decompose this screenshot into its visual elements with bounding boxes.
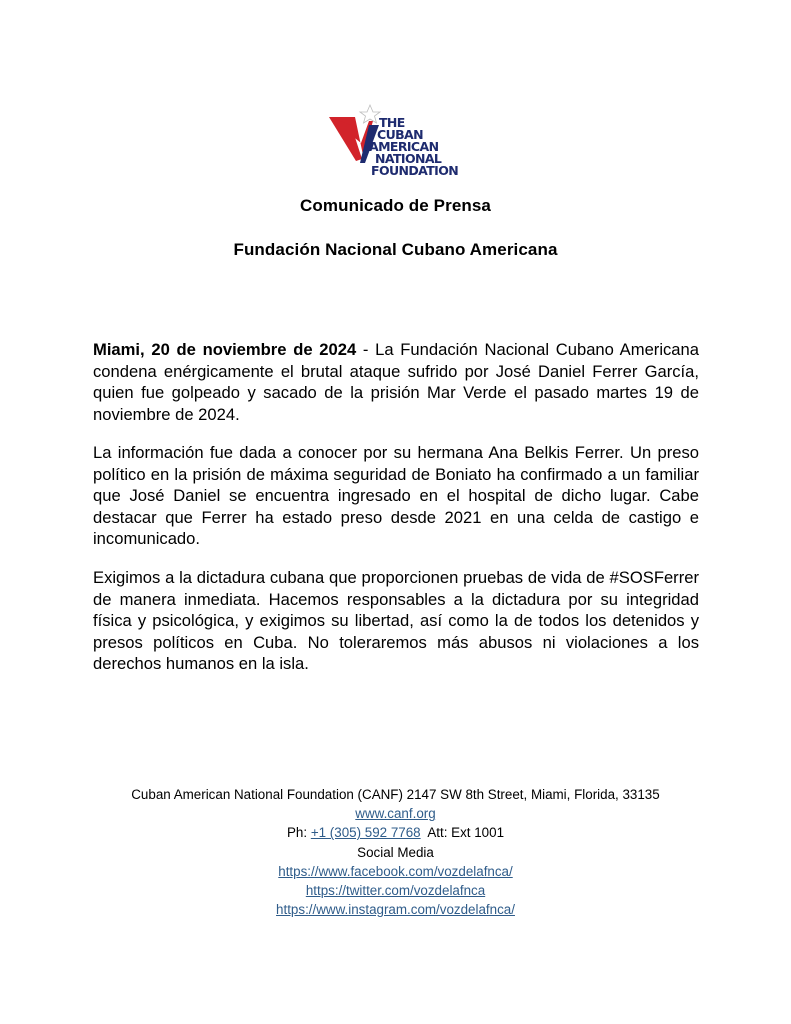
footer-address: Cuban American National Foundation (CANF) 2147 SW 8th Street, Miami, Florida, 33135 (131, 787, 660, 802)
logo-line-4: NATIONAL (375, 151, 442, 166)
footer (0, 785, 791, 919)
press-release-title: Comunicado de Prensa (300, 196, 491, 215)
footer-phone-line (0, 823, 791, 842)
logo-line-3: AMERICAN (369, 139, 439, 154)
paragraph-1 (93, 339, 699, 425)
logo-line-2: CUBAN (377, 127, 423, 142)
dateline: Miami, 20 de noviembre de 2024 (93, 340, 357, 359)
paragraph-1-text: - La Fundación Nacional Cubano Americana condena enérgicamente el brutal ataque sufrido por José Daniel Ferrer García, quien fue golpeado y sacado de la prisión Mar Verde el pasado martes 19 de noviembre de 2024. (93, 340, 699, 424)
paragraph-2: La información fue dada a conocer por su hermana Ana Belkis Ferrer. Un preso político en la prisión de máxima seguridad de Boniato ha confirmado a un familiar que José Daniel se encuentra ingresado en el hospital de dicho lugar. Cabe destacar que Ferrer ha estado preso desde 2021 en una celda de castigo e incomunicado. (93, 443, 699, 548)
social-media-label: Social Media (357, 844, 434, 860)
website-link[interactable]: www.canf.org (355, 806, 436, 822)
canf-logo (325, 103, 470, 187)
phone-link[interactable]: +1 (305) 592 7768 (310, 825, 421, 841)
facebook-link[interactable]: https://www.facebook.com/vozdelafnca/ (278, 863, 513, 879)
phone-label: Ph: (286, 825, 311, 841)
instagram-link[interactable]: https://www.instagram.com/vozdelafnca/ (276, 902, 515, 918)
twitter-link[interactable]: https://twitter.com/vozdelafnca (305, 883, 486, 899)
logo-wordmark (365, 117, 475, 177)
logo-line-1: THE (379, 115, 405, 130)
logo-line-5: FOUNDATION (371, 163, 459, 178)
organization-heading: Fundación Nacional Cubano Americana (233, 240, 558, 259)
paragraph-3: Exigimos a la dictadura cubana que proporcionen pruebas de vida de #SOSFerrer de manera inmediata. Hacemos responsables a la dictadura por su integridad física y psicológica, y exigimos su libertad, así como la de todos los detenidos y presos políticos en Cuba. No toleraremos más abusos ni violaciones a los derechos humanos en la isla. (93, 568, 699, 673)
phone-extension: Att: Ext 1001 (420, 825, 505, 841)
